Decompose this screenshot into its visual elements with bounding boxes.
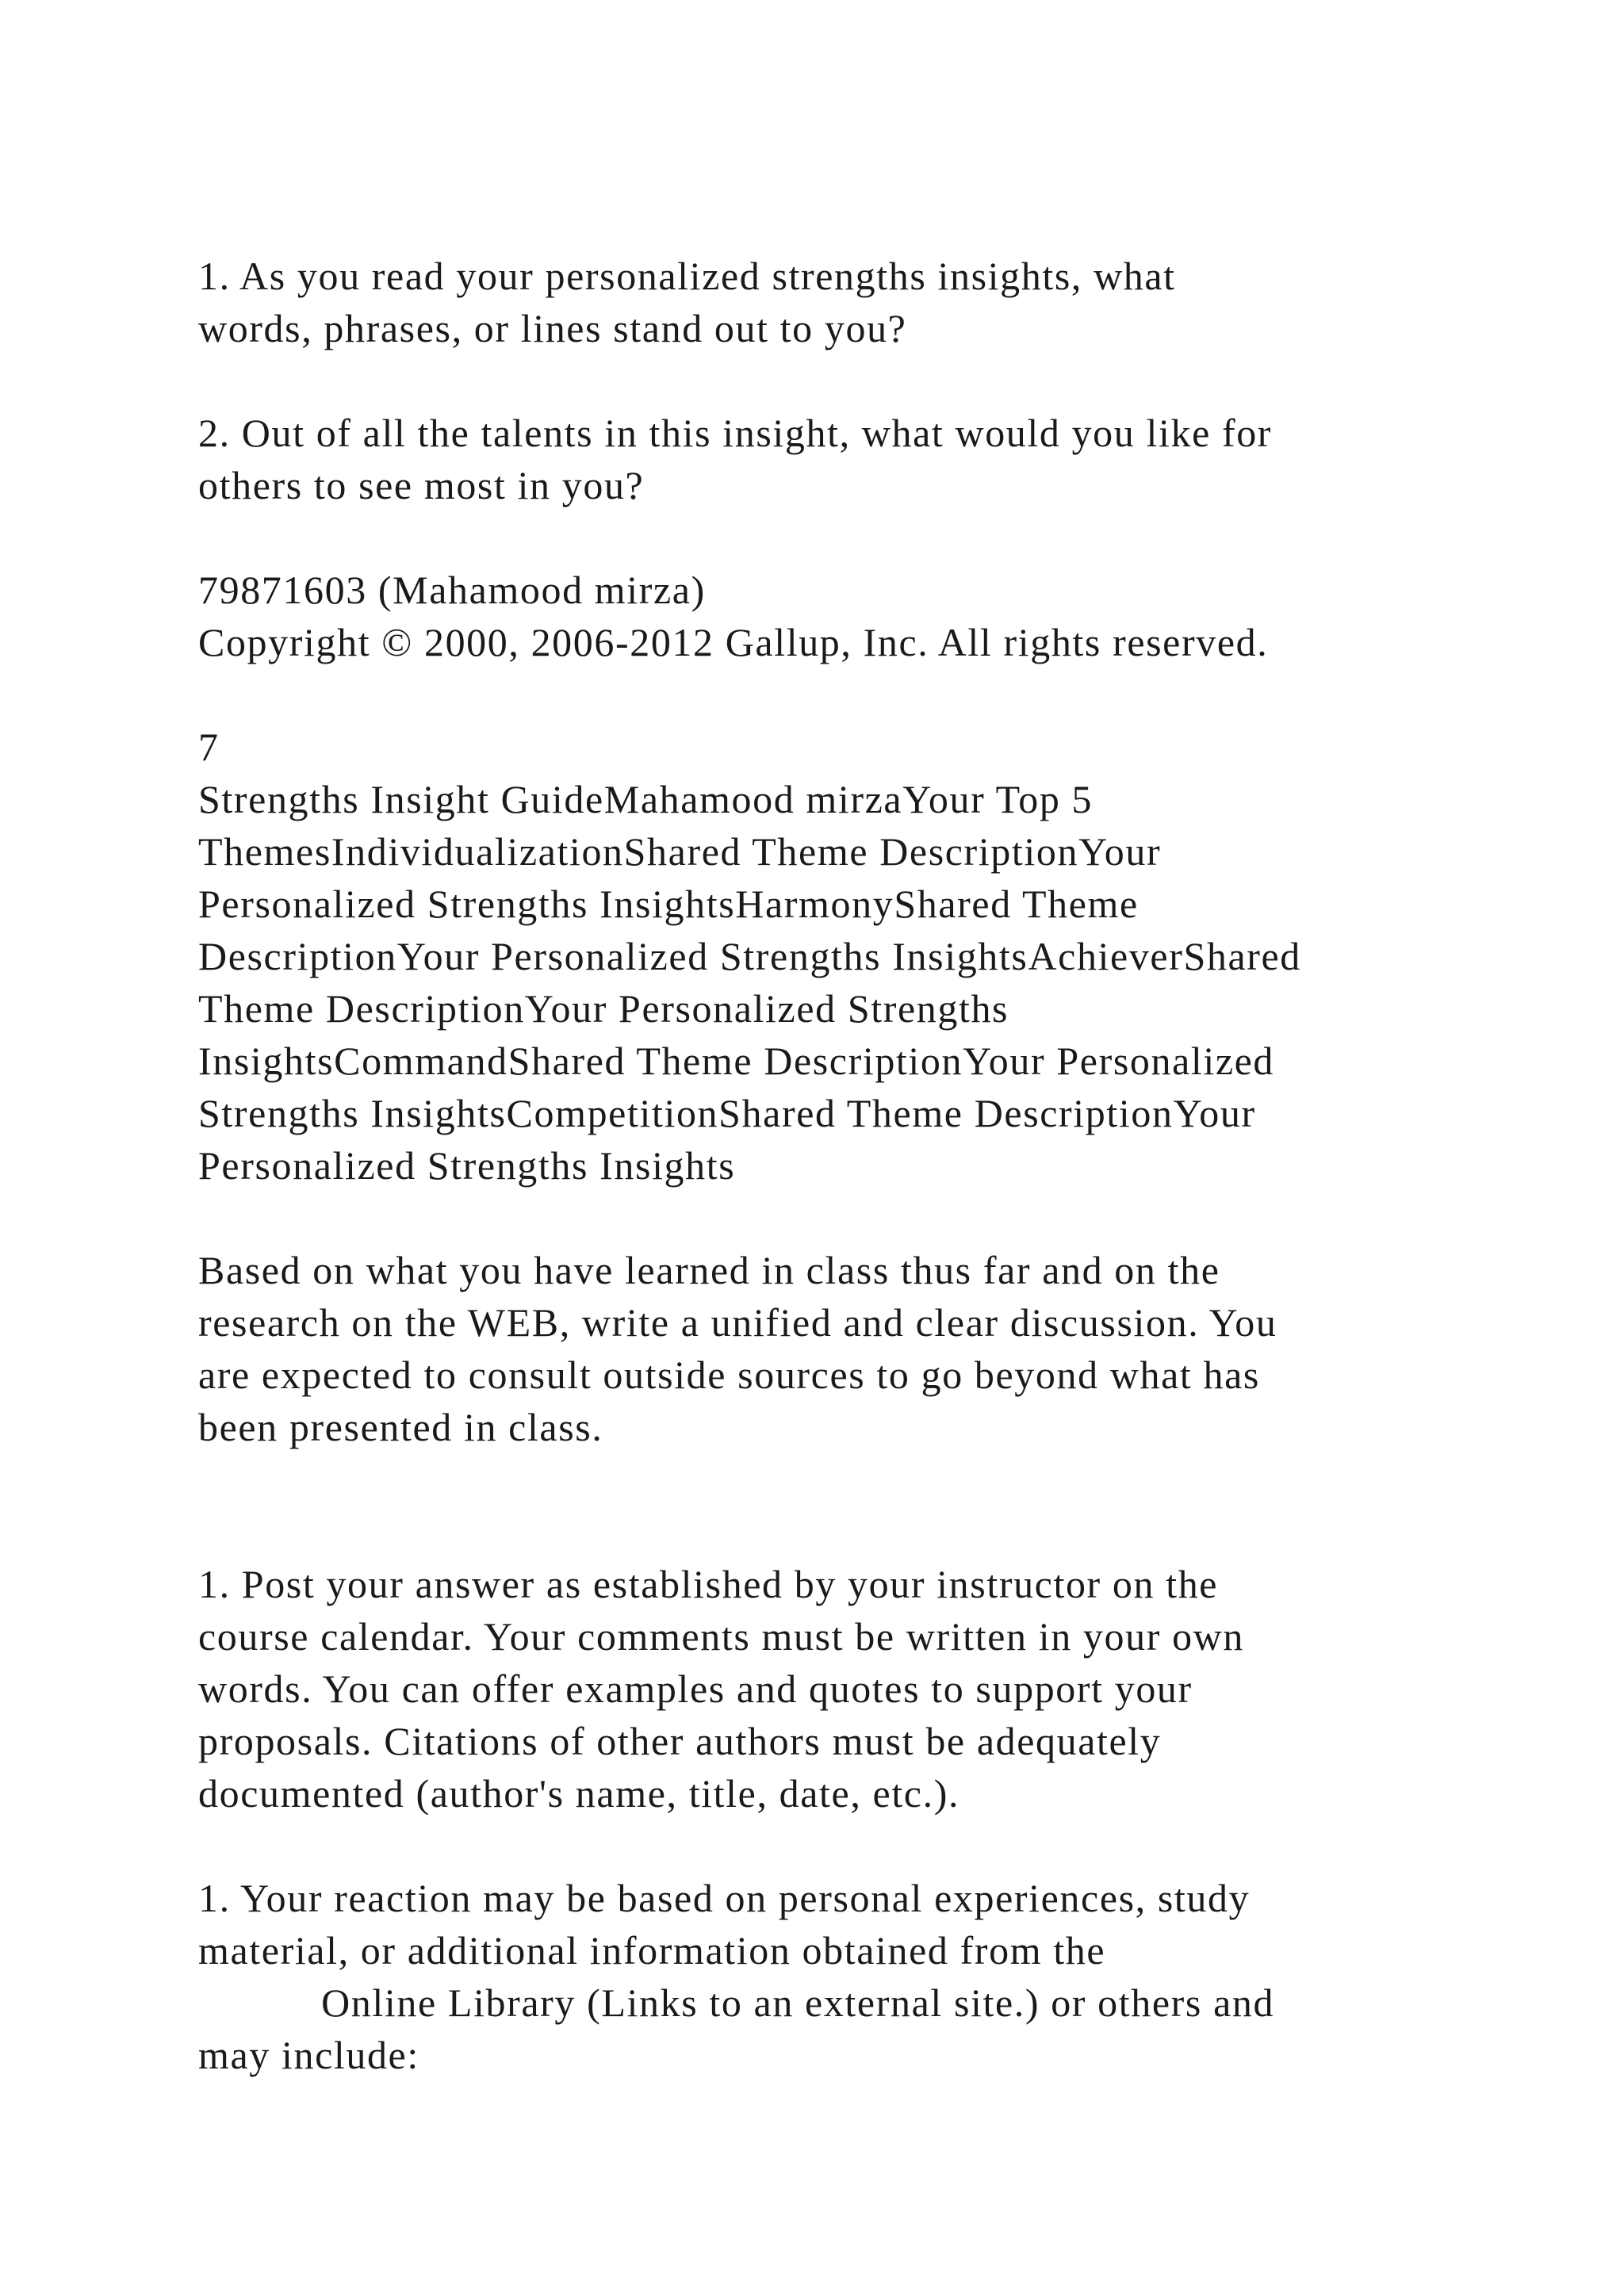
strengths-guide-paragraph: 7 Strengths Insight GuideMahamood mirzaYour Top 5 ThemesIndividualizationShared Theme DescriptionYour Personalized Strengths InsightsHarmonyShared Theme DescriptionYour Personalized Strengths InsightsAchieverShared Theme DescriptionYour Personalized Strengths InsightsCommandShared Theme DescriptionYour Personalized Strengths InsightsCompetitionShared Theme DescriptionYour Personalized Strengths Insights <box>198 725 1301 1188</box>
reaction-paragraph: 1. Your reaction may be based on personal experiences, study material, or additional information obtained from the Online Library (Links to an external site.) or others and may include: <box>198 1876 1275 2077</box>
copyright-paragraph: 79871603 (Mahamood mirza) Copyright © 2000, 2006-2012 Gallup, Inc. All rights reserved. <box>198 568 1269 664</box>
instructions-paragraph: Based on what you have learned in class thus far and on the research on the WEB, write a unified and clear discussion. You are expected to consult outside sources to go beyond what has been presented in class. <box>198 1248 1277 1449</box>
question-2-paragraph: 2. Out of all the talents in this insight, what would you like for others to see most in you? <box>198 411 1273 507</box>
question-1-paragraph: 1. As you read your personalized strengths insights, what words, phrases, or lines stand out to you? <box>198 254 1176 350</box>
post-answer-paragraph: 1. Post your answer as established by your instructor on the course calendar. Your comments must be written in your own words. You can offer examples and quotes to support your proposals. Citations of other authors must be adequately documented (author's name, title, date, etc.). <box>198 1562 1244 1816</box>
